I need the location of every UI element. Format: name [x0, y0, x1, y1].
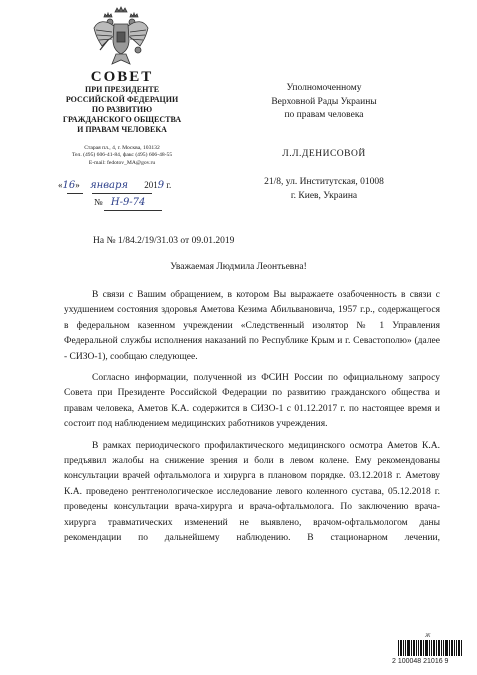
- sender-title: СОВЕТ: [90, 69, 154, 85]
- registration-number-label: №: [94, 197, 103, 207]
- date-month-underline: [92, 193, 152, 194]
- registration-date: «16» января 2019 г.: [58, 180, 172, 191]
- sender-line: ПРИ ПРЕЗИДЕНТЕ: [84, 85, 160, 94]
- recipient-name: Л.Л.ДЕНИСОВОЙ: [282, 149, 366, 159]
- recipient-line: Верховной Рады Украины: [271, 96, 377, 107]
- recipient-line: по правам человека: [284, 110, 364, 120]
- coat-of-arms-emblem: [92, 6, 150, 68]
- footer-initials-mark: Ж: [425, 633, 431, 639]
- body-paragraph: Согласно информации, полученной из ФСИН России по официальному запросу Совета при Президенте Российской Федерации по развитию гражданского общества и правам человека, Аметов К.А. содержится в СИЗО-1 с 01.12.2017 г. по настоящее время и состоит под наблюдением медицинских работников учреждения.: [64, 373, 440, 430]
- registration-year-prefix: 201: [144, 180, 158, 190]
- barcode-number: 2 100048 21016 9: [392, 658, 449, 665]
- registration-day: 16: [62, 180, 76, 191]
- recipient-line: Уполномоченному: [286, 83, 362, 93]
- sender-organization: [40, 70, 204, 135]
- sender-email: E-mail: fedotov_MA@gov.ru: [88, 159, 156, 166]
- registration-number-line: [94, 197, 145, 208]
- recipient-title: [232, 82, 416, 123]
- sender-phone: Тел. (495) 606-41-84, факс (495) 606-48-55: [71, 152, 173, 159]
- date-day-underline: [67, 193, 83, 194]
- greeting: Уважаемая Людмила Леонтьевна!: [170, 262, 307, 272]
- sender-line: ПО РАЗВИТИЮ: [91, 105, 153, 114]
- sender-address: Старая пл., 4, г. Москва, 103132: [84, 145, 160, 151]
- number-underline: [104, 210, 162, 211]
- registration-year-label: г.: [166, 180, 172, 190]
- recipient-address-line: 21/8, ул. Институтская, 01008: [264, 177, 384, 187]
- sender-line: РОССИЙСКОЙ ФЕДЕРАЦИИ: [65, 95, 179, 104]
- registration-number: Н-9-74: [110, 197, 146, 208]
- sender-contacts: [40, 145, 204, 167]
- registration-month: января: [89, 180, 128, 191]
- letter-body: [64, 288, 440, 547]
- registration-year-suffix: 9: [157, 180, 165, 191]
- body-paragraph: В связи с Вашим обращением, в котором Вы выражаете озабоченность в связи с ухудшением состояния здоровья Аметова Кезима Абильвановича, 1957 г.р., содержащегося в федеральном казенном учреждении «Следственный изолятор № 1 Управления Федеральной службы исполнения наказаний по Республике Крым и г. Севастополю» (далее - СИЗО-1), сообщаю следующее.: [64, 290, 440, 362]
- recipient-address: [232, 176, 416, 203]
- sender-line: ГРАЖДАНСКОГО ОБЩЕСТВА: [62, 115, 182, 124]
- sender-line: И ПРАВАМ ЧЕЛОВЕКА: [77, 125, 167, 134]
- recipient-address-line: г. Киев, Украина: [290, 190, 358, 201]
- body-paragraph: В рамках периодического профилактического медицинского осмотра Аметов К.А. предъявил жалобы на снижение зрения и боли в левом колене. Ему рекомендованы консультации врачей офтальмолога и хирурга в плановом порядке. 03.12.2018 г. Аметову К.А. проведено рентгенологическое исследование левого коленного сустава, 05.12.2018 г. проведены консультации врача-хирурга и врача-офтальмолога. По заключению врача-хирурга травматических изменений не выявлено, врачом-офтальмологом даны рекомендации по дальнейшему наблюдению. В стационарном лечении,: [64, 440, 440, 544]
- reference-line: На № 1/84.2/19/31.03 от 09.01.2019: [93, 236, 235, 246]
- barcode-image: [398, 640, 462, 656]
